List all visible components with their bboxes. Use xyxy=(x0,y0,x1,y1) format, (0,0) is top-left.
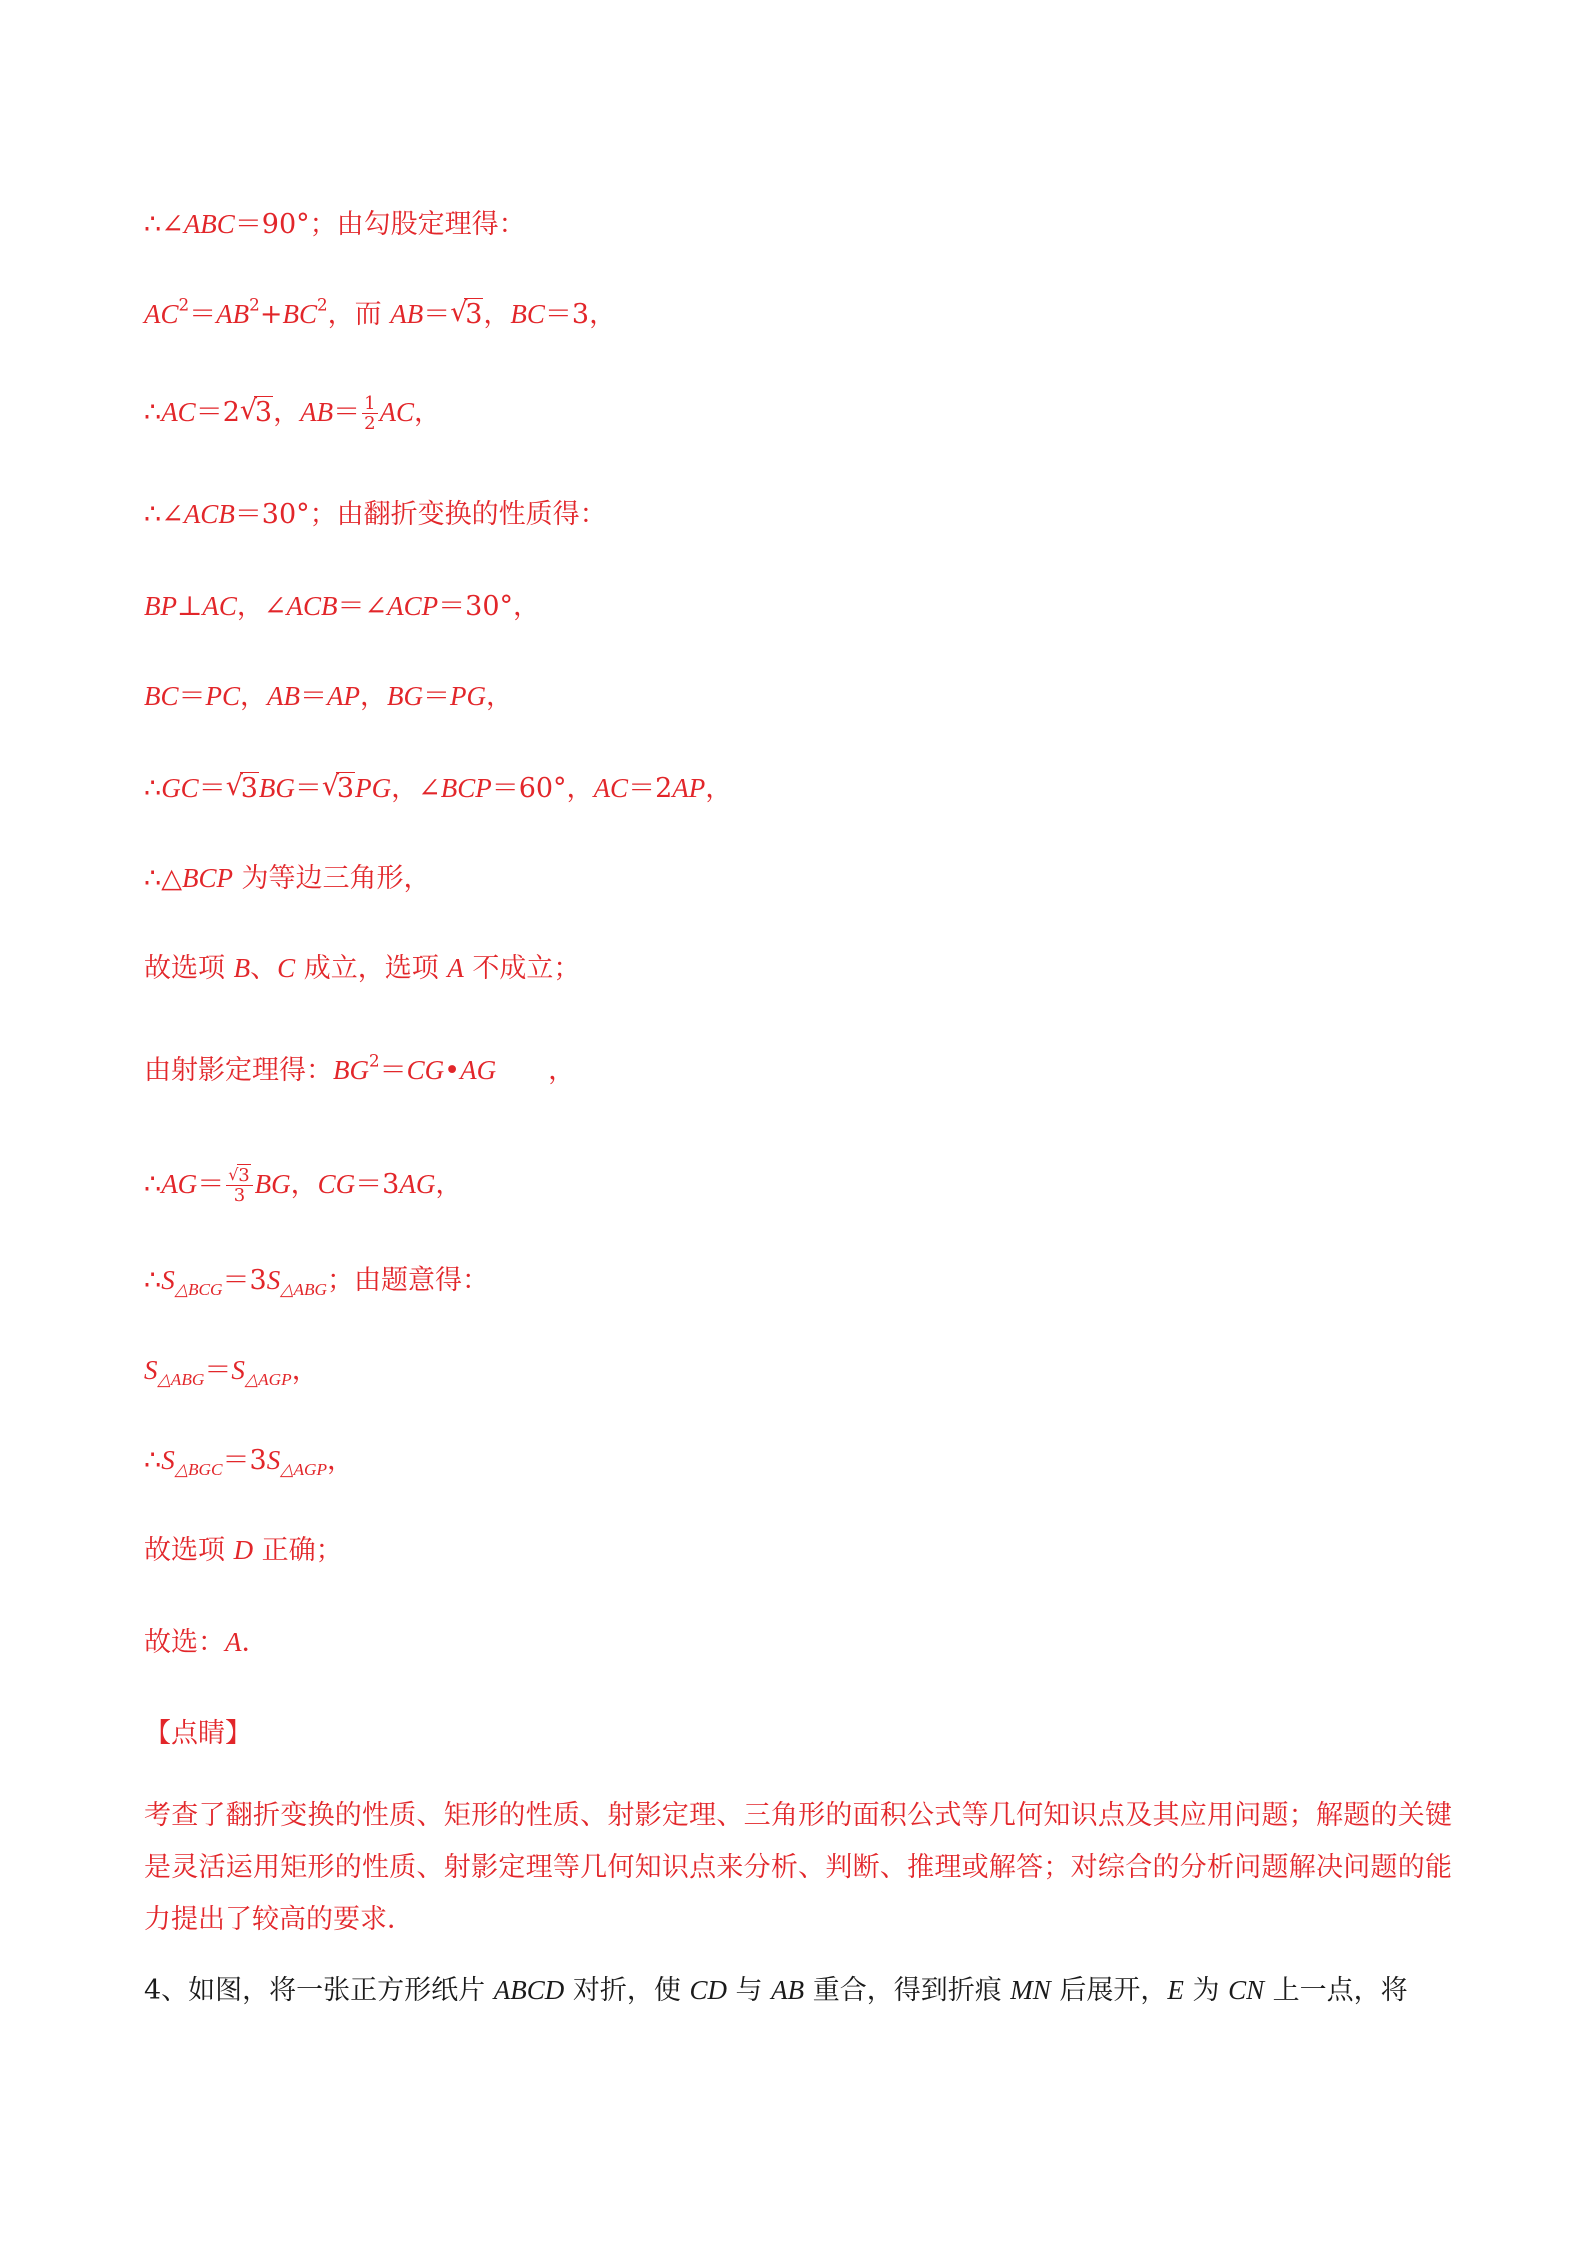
area-symbol: S xyxy=(266,1265,281,1295)
solution-line-1 xyxy=(144,206,526,243)
solution-line-15 xyxy=(144,1532,343,1569)
perpendicular-symbol: ⊥ xyxy=(177,591,203,622)
square-root: √ 3 xyxy=(228,1165,250,1186)
text: 重合，得到折痕 xyxy=(804,1975,1011,2006)
math-var: A xyxy=(447,953,464,983)
text: ， xyxy=(327,1445,355,1476)
math-var: ABCD xyxy=(493,1975,565,2005)
math-var: A xyxy=(225,1627,242,1657)
math-var: AP xyxy=(327,681,361,711)
text: ＝3， xyxy=(544,299,617,330)
area-symbol: S xyxy=(144,1355,158,1385)
math-var: BG xyxy=(387,681,424,711)
math-var: C xyxy=(277,953,296,983)
math-var: BCP xyxy=(181,863,233,893)
math-var: AB xyxy=(216,299,250,329)
text: 正确； xyxy=(253,1535,343,1566)
solution-line-6 xyxy=(144,678,513,715)
math-var: AB xyxy=(267,681,301,711)
math-var: ACB xyxy=(183,499,235,529)
math-var: AB xyxy=(300,397,334,427)
angle-symbol: ∠ xyxy=(161,499,184,530)
math-var: AC xyxy=(202,591,237,621)
radicand: 3 xyxy=(336,773,355,804)
math-var: AC xyxy=(593,773,629,803)
text: 与 xyxy=(726,1975,772,2006)
text: ， xyxy=(240,681,268,712)
math-var: CG xyxy=(406,1055,445,1085)
text: + xyxy=(259,299,283,330)
text: ＝2 xyxy=(628,773,673,804)
therefore-symbol: ∴ xyxy=(144,209,162,240)
text: 对折，使 xyxy=(564,1975,690,2006)
therefore-symbol: ∴ xyxy=(144,397,162,428)
solution-line-7 xyxy=(144,770,732,807)
therefore-symbol: ∴ xyxy=(144,499,162,530)
text: ＝30°；由翻折变换的性质得： xyxy=(234,499,607,530)
subscript: △AGP xyxy=(244,1370,292,1390)
text: ＝60°， xyxy=(491,773,594,804)
square-root: √ 3 xyxy=(321,771,355,804)
solution-line-12 xyxy=(144,1262,489,1308)
therefore-symbol: ∴ xyxy=(144,1265,162,1296)
text: ， xyxy=(290,1169,318,1200)
solution-line-9 xyxy=(144,950,580,987)
math-var: CG xyxy=(317,1169,356,1199)
math-var: AC xyxy=(144,299,179,329)
math-var: BC xyxy=(282,299,317,329)
area-symbol: S xyxy=(161,1445,175,1475)
text: 由射影定理得： xyxy=(144,1055,333,1086)
subscript: △BCG xyxy=(174,1280,223,1300)
math-var: ACP xyxy=(387,591,439,621)
text: ＝ xyxy=(423,299,451,330)
numerator: 1 xyxy=(364,393,376,414)
text: 不成立； xyxy=(463,953,581,984)
text: 故选项 xyxy=(144,1535,234,1566)
superscript: 2 xyxy=(316,294,328,315)
text: ＝ xyxy=(333,397,361,428)
math-var: PG xyxy=(355,773,392,803)
text: ＝90°；由勾股定理得： xyxy=(234,209,526,240)
text: ＝ xyxy=(189,299,217,330)
superscript: 2 xyxy=(178,294,190,315)
therefore-symbol: ∴ xyxy=(144,773,162,804)
solution-line-16 xyxy=(144,1624,269,1661)
math-var: BCP xyxy=(440,773,492,803)
commentary-paragraph: 考查了翻折变换的性质、矩形的性质、射影定理、三角形的面积公式等几何知识点及其应用问题；解题的关键是灵活运用矩形的性质、射影定理等几何知识点来分析、判断、推理或解答；对综合的分析问题解决问题的能力提出了较高的要求． xyxy=(144,1800,1452,1935)
subscript: △ABG xyxy=(157,1370,205,1390)
solution-line-14 xyxy=(144,1442,354,1488)
text: 故选项 xyxy=(144,953,234,984)
math-var: AP xyxy=(672,773,706,803)
solution-line-4 xyxy=(144,496,607,533)
text: ． xyxy=(241,1627,269,1658)
superscript: 2 xyxy=(249,294,260,315)
math-var: BG xyxy=(254,1169,291,1199)
math-var: PG xyxy=(450,681,487,711)
text: ＝ xyxy=(204,1355,232,1386)
subscript: △ABG xyxy=(280,1280,328,1300)
math-var: BG xyxy=(258,773,295,803)
math-var: AB xyxy=(771,1975,805,2005)
fraction xyxy=(226,1166,252,1205)
math-var: AC xyxy=(161,397,196,427)
solution-line-8 xyxy=(144,860,431,897)
text: 故选： xyxy=(144,1627,225,1658)
text: ＝ xyxy=(178,681,206,712)
text: ＝ xyxy=(198,773,226,804)
text: ＝ xyxy=(300,681,328,712)
text: ， xyxy=(435,1169,463,1200)
text: 后展开， xyxy=(1050,1975,1168,2006)
text: ＝30°， xyxy=(438,591,541,622)
math-var: E xyxy=(1167,1975,1184,2005)
solution-line-5 xyxy=(144,588,540,625)
text: ， xyxy=(483,299,511,330)
denominator: 2 xyxy=(364,413,376,434)
radicand: 3 xyxy=(240,773,258,804)
math-var: ABC xyxy=(183,209,235,239)
radicand: 3 xyxy=(254,397,273,428)
math-var: CD xyxy=(689,1975,727,2005)
text: ， xyxy=(360,681,388,712)
section-heading: 【点睛】 xyxy=(144,1718,252,1749)
math-var: AB xyxy=(390,299,424,329)
therefore-symbol: ∴ xyxy=(144,1445,162,1476)
fraction xyxy=(362,394,377,433)
math-var: ACB xyxy=(286,591,338,621)
radicand: 3 xyxy=(465,299,483,330)
math-var: AG xyxy=(161,1169,198,1199)
text: 4、如图，将一张正方形纸片 xyxy=(144,1975,494,2006)
radicand: 3 xyxy=(238,1165,250,1186)
text: ，∠ xyxy=(236,591,287,622)
text: ， xyxy=(291,1355,319,1386)
area-symbol: S xyxy=(266,1445,281,1475)
math-var: BC xyxy=(144,681,179,711)
text: ＝∠ xyxy=(337,591,388,622)
math-var: D xyxy=(233,1535,254,1565)
text: ＝ xyxy=(197,1169,225,1200)
solution-line-11 xyxy=(144,1166,462,1205)
text: 上一点，将 xyxy=(1264,1975,1408,2006)
square-root: √ 3 xyxy=(450,297,483,330)
square-root: √ 3 xyxy=(239,395,273,428)
solution-line-3 xyxy=(144,394,441,433)
math-var: AG xyxy=(399,1169,436,1199)
text: ＝2 xyxy=(195,397,240,428)
area-symbol: S xyxy=(231,1355,245,1385)
text: ＝ xyxy=(294,773,322,804)
text: 为 xyxy=(1183,1975,1229,2006)
text: ， xyxy=(705,773,733,804)
solution-line-13 xyxy=(144,1352,319,1398)
text: ， xyxy=(486,681,514,712)
math-var: PC xyxy=(205,681,241,711)
text: • xyxy=(444,1055,461,1086)
math-var: MN xyxy=(1010,1975,1051,2005)
math-var: BG xyxy=(333,1055,369,1085)
text: ＝ xyxy=(379,1055,407,1086)
math-var: B xyxy=(233,953,251,983)
denominator: 3 xyxy=(233,1185,246,1206)
subscript: △BGC xyxy=(174,1460,223,1480)
text: 、 xyxy=(250,953,278,984)
solution-line-10 xyxy=(144,1052,575,1089)
solution-line-2 xyxy=(144,296,616,333)
text: ＝3 xyxy=(222,1445,267,1476)
text: ＝3 xyxy=(222,1265,267,1296)
text: ＝3 xyxy=(355,1169,400,1200)
math-var: BC xyxy=(510,299,545,329)
text: ＝ xyxy=(423,681,451,712)
superscript: 2 xyxy=(369,1050,380,1071)
therefore-symbol: ∴ xyxy=(144,863,162,894)
text: ， xyxy=(273,397,301,428)
math-var: GC xyxy=(161,773,199,803)
subscript: △AGP xyxy=(280,1460,328,1480)
text: ， xyxy=(414,397,442,428)
angle-symbol: ∠ xyxy=(161,209,184,240)
text: 为等边三角形， xyxy=(232,863,431,894)
math-var: CN xyxy=(1228,1975,1265,2005)
square-root: √ 3 xyxy=(225,771,258,804)
math-var: AC xyxy=(379,397,415,427)
therefore-symbol: ∴ xyxy=(144,1169,162,1200)
math-var: AG xyxy=(460,1055,497,1085)
numerator xyxy=(226,1166,252,1186)
text: ，∠ xyxy=(391,773,441,804)
question-4 xyxy=(144,1972,1408,2009)
text: ；由题意得： xyxy=(327,1265,490,1296)
text: ， xyxy=(548,1055,576,1086)
triangle-symbol: △ xyxy=(161,863,182,894)
text: 成立，选项 xyxy=(295,953,448,984)
area-symbol: S xyxy=(161,1265,175,1295)
text: ，而 xyxy=(327,299,391,330)
math-var: BP xyxy=(144,591,177,621)
